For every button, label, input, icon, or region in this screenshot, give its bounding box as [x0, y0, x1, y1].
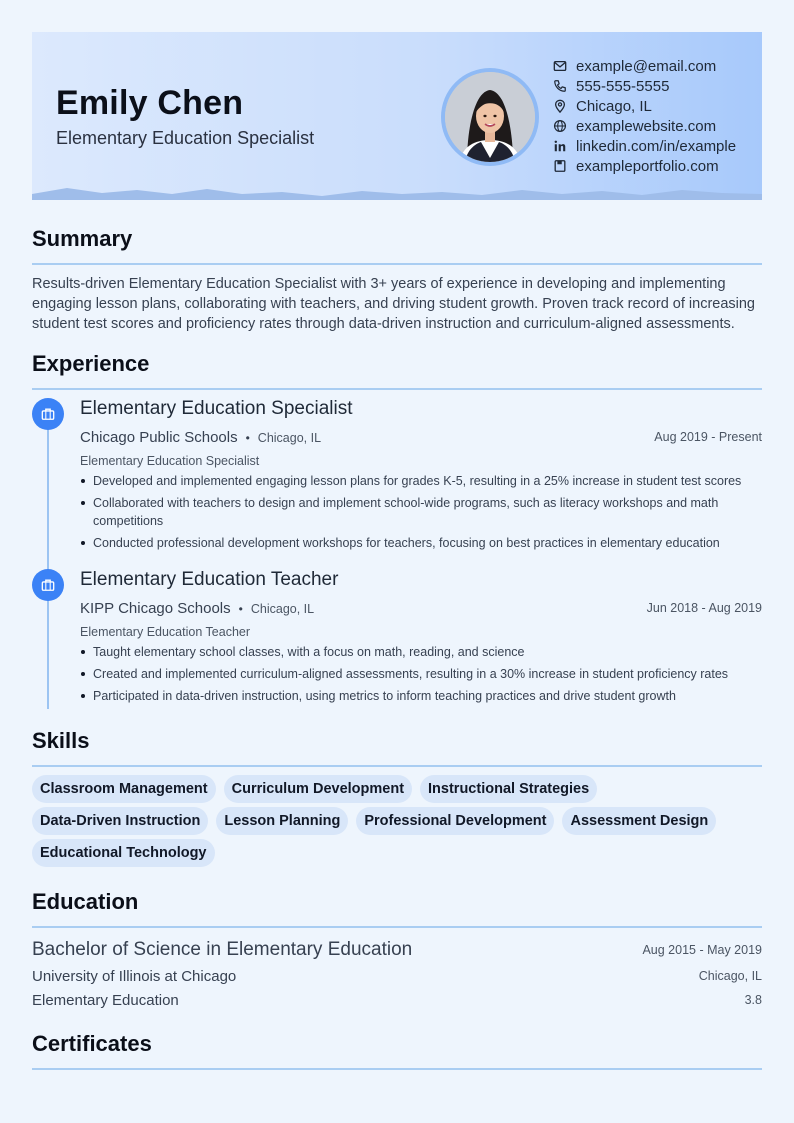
experience-timeline [47, 413, 49, 709]
job-organization: KIPP Chicago Schools • Chicago, IL [80, 599, 315, 617]
experience-heading: Experience [32, 351, 150, 376]
job-title: Elementary Education Teacher [80, 569, 339, 590]
portfolio-icon [552, 158, 568, 174]
contact-location-text: Chicago, IL [576, 97, 652, 115]
education-heading: Education [32, 889, 139, 914]
skill-chip: Educational Technology [32, 839, 215, 867]
job-bullets [80, 643, 762, 705]
job-bullet: Taught elementary school classes, with a focus on math, reading, and science [80, 643, 762, 661]
avatar [441, 68, 539, 166]
job-subtitle: Elementary Education Specialist [80, 454, 260, 468]
job-title: Elementary Education Specialist [80, 398, 353, 419]
job-bullet: Conducted professional development workshops for teachers, focusing on best practices in elementary education [80, 534, 762, 552]
skills-list [32, 775, 762, 871]
summary-heading: Summary [32, 226, 133, 251]
education-school: University of Illinois at Chicago [32, 967, 237, 985]
certificates-divider [32, 1068, 762, 1070]
contact-location [552, 96, 736, 116]
globe-icon [552, 118, 568, 134]
job-entry-1 [80, 398, 762, 556]
education-field-row [32, 988, 762, 1012]
skills-heading: Skills [32, 728, 90, 753]
job-bullets [80, 472, 762, 552]
contact-list [552, 56, 736, 176]
contact-phone-text: 555-555-5555 [576, 77, 670, 95]
summary-text: Results-driven Elementary Education Specialist with 3+ years of experience in developing and implementing engaging lesson plans, collaborating with teachers, and driving student growth. Proven track record of increasing student test scores and proficiency rates through data-driven instruction and curriculum-aligned assessments. [32, 276, 755, 332]
job-bullet: Developed and implemented engaging lesson plans for grades K-5, resulting in a 25% increase in student test scores [80, 472, 762, 490]
education-location: Chicago, IL [698, 969, 762, 983]
job-org-name: Chicago Public Schools [80, 428, 238, 446]
education-gpa: 3.8 [744, 993, 762, 1007]
contact-linkedin[interactable] [552, 136, 736, 156]
location-pin-icon [552, 98, 568, 114]
education-divider [32, 926, 762, 928]
candidate-title: Elementary Education Specialist [56, 128, 315, 148]
phone-icon [552, 78, 568, 94]
job-bullet: Created and implemented curriculum-aligned assessments, resulting in a 30% increase in student proficiency rates [80, 665, 762, 683]
job-organization: Chicago Public Schools • Chicago, IL [80, 428, 322, 446]
profile-photo-illustration [445, 72, 535, 162]
contact-phone[interactable] [552, 76, 736, 96]
contact-linkedin-text: linkedin.com/in/example [576, 137, 737, 155]
certificates-heading: Certificates [32, 1031, 152, 1056]
job-entry-2 [80, 569, 762, 709]
contact-portfolio[interactable] [552, 156, 736, 176]
skills-divider [32, 765, 762, 767]
skill-chip: Curriculum Development [224, 775, 412, 803]
education-field: Elementary Education [32, 991, 179, 1009]
job-bullet: Participated in data-driven instruction, using metrics to inform teaching practices and drive student growth [80, 687, 762, 705]
job-2-marker [32, 569, 64, 601]
contact-website-text: examplewebsite.com [576, 117, 717, 135]
skill-chip: Assessment Design [562, 807, 716, 835]
briefcase-icon [41, 407, 55, 421]
linkedin-icon [552, 138, 568, 154]
summary-divider [32, 263, 762, 265]
mail-icon [552, 58, 568, 74]
skill-chip: Lesson Planning [216, 807, 348, 835]
contact-portfolio-text: exampleportfolio.com [576, 157, 719, 175]
experience-divider [32, 388, 762, 390]
education-degree-row [32, 937, 762, 963]
candidate-name: Emily Chen [56, 84, 244, 122]
contact-website[interactable] [552, 116, 736, 136]
job-dates: Aug 2019 - Present [654, 430, 762, 444]
skill-chip: Data-Driven Instruction [32, 807, 208, 835]
job-org-name: KIPP Chicago Schools [80, 599, 231, 617]
job-subtitle: Elementary Education Teacher [80, 625, 251, 639]
header-wave-decoration [32, 184, 762, 200]
job-location: Chicago, IL [250, 601, 315, 616]
skill-chip: Professional Development [356, 807, 554, 835]
profile-photo [445, 72, 535, 162]
job-dates: Jun 2018 - Aug 2019 [646, 601, 762, 615]
resume-header [32, 32, 762, 200]
education-dates: Aug 2015 - May 2019 [642, 943, 762, 957]
skill-chip: Classroom Management [32, 775, 216, 803]
contact-email[interactable] [552, 56, 736, 76]
education-school-row [32, 964, 762, 988]
contact-email-text: example@email.com [576, 57, 717, 75]
job-location: Chicago, IL [257, 430, 322, 445]
job-bullet: Collaborated with teachers to design and implement school-wide programs, such as literacy workshops and math competitions [80, 494, 762, 530]
skill-chip: Instructional Strategies [420, 775, 597, 803]
briefcase-icon [41, 578, 55, 592]
job-1-marker [32, 398, 64, 430]
education-degree: Bachelor of Science in Elementary Education [32, 939, 413, 960]
